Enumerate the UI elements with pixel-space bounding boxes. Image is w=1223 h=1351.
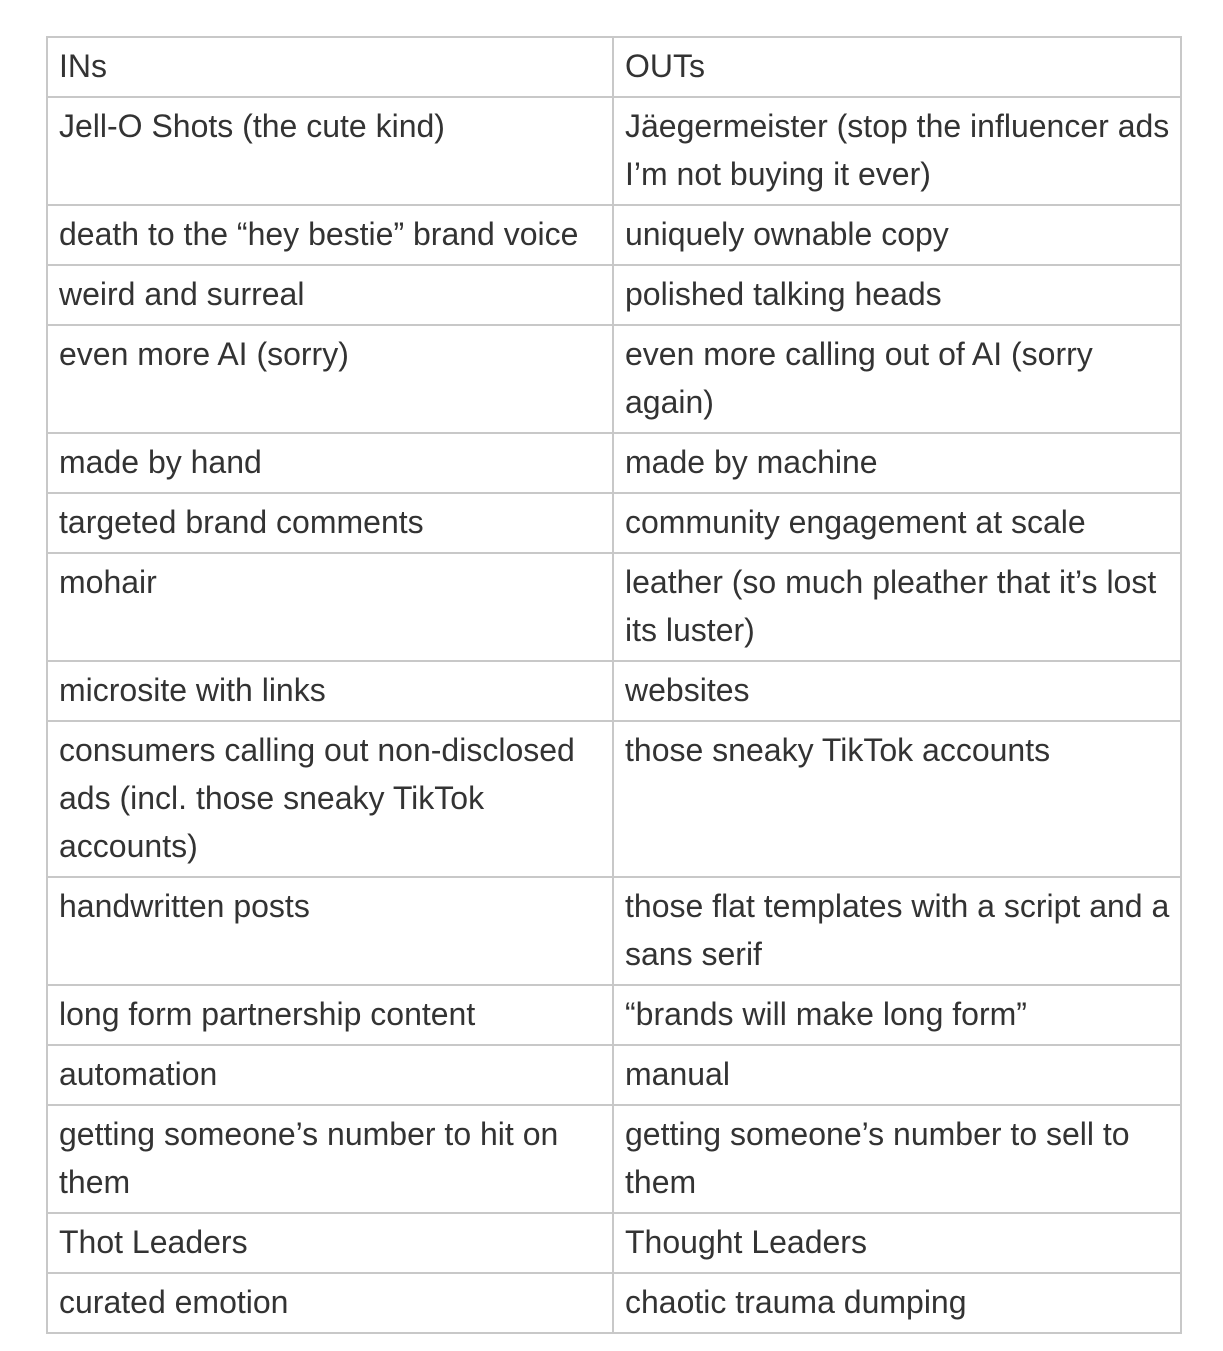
ins-outs-table-container bbox=[46, 36, 1180, 1334]
ins-cell: getting someone’s number to hit on them bbox=[47, 1105, 613, 1213]
table-row bbox=[47, 1213, 1181, 1273]
table-header-row bbox=[47, 37, 1181, 97]
table-row bbox=[47, 553, 1181, 661]
table-row bbox=[47, 205, 1181, 265]
outs-cell: chaotic trauma dumping bbox=[613, 1273, 1181, 1333]
outs-cell: websites bbox=[613, 661, 1181, 721]
table-row bbox=[47, 721, 1181, 877]
ins-cell: death to the “hey bestie” brand voice bbox=[47, 205, 613, 265]
ins-cell: Thot Leaders bbox=[47, 1213, 613, 1273]
ins-outs-table bbox=[46, 36, 1182, 1334]
outs-cell: “brands will make long form” bbox=[613, 985, 1181, 1045]
ins-cell: mohair bbox=[47, 553, 613, 661]
table-row bbox=[47, 985, 1181, 1045]
outs-cell: those sneaky TikTok accounts bbox=[613, 721, 1181, 877]
table-row bbox=[47, 493, 1181, 553]
outs-cell: uniquely ownable copy bbox=[613, 205, 1181, 265]
outs-cell: even more calling out of AI (sorry again) bbox=[613, 325, 1181, 433]
outs-cell: polished talking heads bbox=[613, 265, 1181, 325]
table-row bbox=[47, 1045, 1181, 1105]
ins-cell: targeted brand comments bbox=[47, 493, 613, 553]
table-row bbox=[47, 1273, 1181, 1333]
table-row bbox=[47, 433, 1181, 493]
table-row bbox=[47, 877, 1181, 985]
table-row bbox=[47, 661, 1181, 721]
header-ins: INs bbox=[47, 37, 613, 97]
outs-cell: manual bbox=[613, 1045, 1181, 1105]
ins-cell: long form partnership content bbox=[47, 985, 613, 1045]
outs-cell: community engagement at scale bbox=[613, 493, 1181, 553]
ins-cell: weird and surreal bbox=[47, 265, 613, 325]
ins-cell: made by hand bbox=[47, 433, 613, 493]
outs-cell: leather (so much pleather that it’s lost its luster) bbox=[613, 553, 1181, 661]
table-row bbox=[47, 1105, 1181, 1213]
outs-cell: getting someone’s number to sell to them bbox=[613, 1105, 1181, 1213]
header-outs: OUTs bbox=[613, 37, 1181, 97]
ins-cell: microsite with links bbox=[47, 661, 613, 721]
ins-cell: Jell-O Shots (the cute kind) bbox=[47, 97, 613, 205]
ins-cell: consumers calling out non-disclosed ads (incl. those sneaky TikTok accounts) bbox=[47, 721, 613, 877]
ins-cell: even more AI (sorry) bbox=[47, 325, 613, 433]
table-row bbox=[47, 97, 1181, 205]
outs-cell: Jäegermeister (stop the influencer ads I’m not buying it ever) bbox=[613, 97, 1181, 205]
outs-cell: those flat templates with a script and a sans serif bbox=[613, 877, 1181, 985]
table-row bbox=[47, 265, 1181, 325]
ins-cell: curated emotion bbox=[47, 1273, 613, 1333]
ins-cell: automation bbox=[47, 1045, 613, 1105]
outs-cell: made by machine bbox=[613, 433, 1181, 493]
ins-cell: handwritten posts bbox=[47, 877, 613, 985]
table-row bbox=[47, 325, 1181, 433]
outs-cell: Thought Leaders bbox=[613, 1213, 1181, 1273]
